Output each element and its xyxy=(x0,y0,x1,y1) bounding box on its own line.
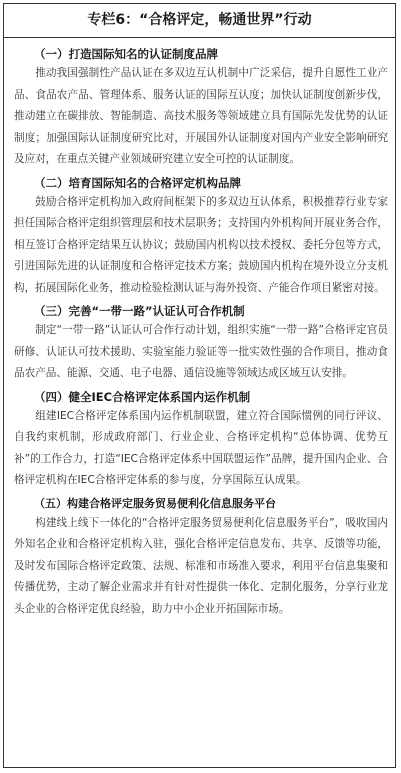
section-heading: （五）构建合格评定服务贸易便利化信息服务平台 xyxy=(34,496,276,510)
section-body: 鼓励合格评定机构加入政府间框架下的多双边互认体系，积极推荐行业专家担任国际合格评定组织管理层和技术层职务；支持国内外机构间开展业务合作，相互签订合格评定结果互认协议；鼓励国内机构以技术授权、委托分包等方式，引进国际先进的认证制度和合格评定技术方案；鼓励国内机构在境外设立分支机构，拓展国际化业务，推动检验检测认证与海外投资、产能合作项目紧密对接。 xyxy=(14,195,388,294)
section-body: 构建线上线下一体化的“合格评定服务贸易便利化信息服务平台”，吸收国内外知名企业和合格评定机构入驻，强化合格评定信息发布、共享、反馈等功能，及时发布国际合格评定政策、法规、标准和市场准入要求，利用平台信息集聚和传播优势，主动了解企业需求并有针对性提供一体化、定制化服务，分享行业龙头企业的合格评定优良经验，助力中小企业开拓国际市场。 xyxy=(14,516,388,615)
section-4 xyxy=(14,388,388,492)
section-heading: （二）培育国际知名的合格评定机构品牌 xyxy=(34,175,241,190)
section-2 xyxy=(14,174,388,300)
section-body: 推动我国强制性产品认证在多双边互认机制中广泛采信，提升自愿性工业产品、食品农产品、管理体系、服务认证的国际互认度；加快认证制度创新步伐，推动建立在碳排放、智能制造、高技术服务等领域建立具有国际先发优势的认证制度；加强国际认证制度研究比对，开展国外认证制度对国内产业安全影响研究及应对，在重点关键产业领域研究建立安全可控的认证制度。 xyxy=(14,67,388,165)
sidebar-box xyxy=(3,3,396,768)
section-5 xyxy=(14,495,388,621)
box-title: 专栏6：“合格评定，畅通世界”行动 xyxy=(4,4,395,38)
section-heading: （一）打造国际知名的认证制度品牌 xyxy=(34,47,218,61)
section-heading: （三）完善“一带一路”认证认可合作机制 xyxy=(34,304,245,318)
section-heading: （四）健全IEC合格评定体系国内运作机制 xyxy=(34,389,251,404)
section-3 xyxy=(14,302,388,385)
section-1 xyxy=(14,45,388,171)
section-body: 制定“一带一路”认证认可合作行动计划，组织实施“一带一路”合格评定官员研修、认证认可技术援助、实验室能力验证等一批实效性强的合作项目，推动食品农产品、能源、交通、电子电器、通信设施等领域达成区域互认安排。 xyxy=(14,324,388,379)
box-content xyxy=(4,38,395,620)
section-body: 组建IEC合格评定体系国内运作机制联盟，建立符合国际惯例的同行评议、自我约束机制，形成政府部门、行业企业、合格评定机构“总体协调、优势互补”的工作合力，打造“IEC合格评定体系中国联盟运作”品牌，提升国内企业、合格评定机构在IEC合格评定体系的参与度，分享国际互认成果。 xyxy=(14,409,388,486)
